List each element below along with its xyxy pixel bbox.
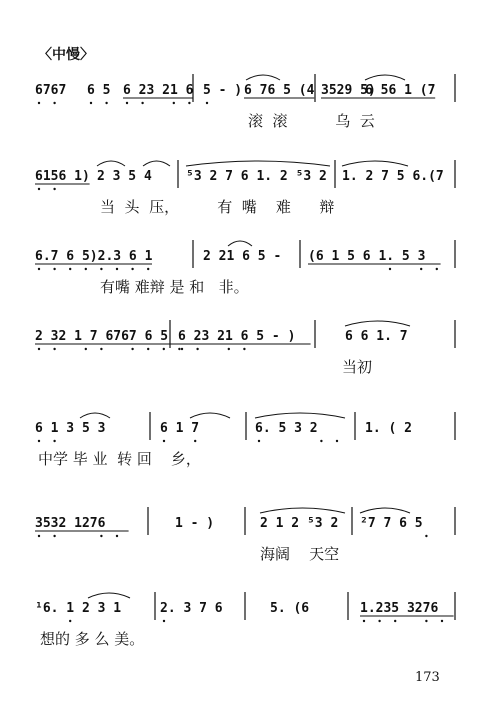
octave-dot (147, 268, 149, 270)
octave-dot (131, 268, 133, 270)
notation-line (0, 158, 490, 198)
lyrics-line: 当 头 压， 有 嘴 难 辩 (100, 198, 335, 216)
tempo-marking: 〈中慢〉 (38, 47, 94, 63)
octave-dot (196, 348, 198, 350)
note-group: 3529 5) (321, 83, 376, 98)
octave-dot (147, 348, 149, 350)
slur-arc (80, 413, 110, 418)
lyrics-line: 海阔 天空 (260, 545, 340, 563)
slur-arc (365, 75, 405, 80)
note-group: (6 1 5 6 1. 5 3 (308, 249, 426, 264)
octave-dot (394, 620, 396, 622)
note-group: 6 5 (87, 83, 111, 98)
octave-dot (85, 348, 87, 350)
octave-dot (441, 620, 443, 622)
octave-dot (100, 535, 102, 537)
note-group: 1. ( 2 (365, 421, 412, 436)
slur-arc (255, 413, 345, 418)
octave-dot (38, 102, 40, 104)
octave-dot (163, 620, 165, 622)
octave-dot (53, 440, 55, 442)
note-group: 6. 5 3 2 (255, 421, 318, 436)
octave-dot (378, 620, 380, 622)
notation-line (0, 505, 490, 545)
notation-line (0, 590, 490, 630)
octave-dot (425, 535, 427, 537)
note-group: 6 76 5 (4 (244, 83, 315, 98)
lyrics-line: 滚 滚 乌 云 (248, 112, 375, 130)
octave-dot (420, 268, 422, 270)
slur-arc (88, 593, 130, 598)
slur-arc (186, 161, 330, 166)
octave-dot (425, 620, 427, 622)
slur-arc (345, 321, 410, 326)
octave-dot (336, 440, 338, 442)
note-group: 2 21 6 5 - (203, 249, 282, 264)
note-group: 6 23 21 6 (123, 83, 194, 98)
lyrics-line: 有嘴 难辩 是 和 非。 (100, 278, 249, 296)
note-group: ²7 7 6 5 (360, 516, 423, 531)
octave-dot (53, 535, 55, 537)
octave-dot (206, 102, 208, 104)
octave-dot (188, 102, 190, 104)
octave-dot (38, 535, 40, 537)
note-group: 6 56 1 (7 (365, 83, 436, 98)
slur-arc (246, 75, 280, 80)
note-group: 6.7 6 5)2.3 6 1 (35, 249, 153, 264)
octave-dot (163, 440, 165, 442)
note-group: 2. 3 7 6 (160, 601, 223, 616)
octave-dot (363, 620, 365, 622)
note-group: 6 6 1. 7 (345, 329, 408, 344)
slur-arc (190, 413, 230, 418)
lyrics-line: 当初 (342, 358, 373, 376)
octave-dot (38, 348, 40, 350)
octave-dot (69, 268, 71, 270)
note-group: 6156 1) (35, 169, 90, 184)
octave-dot (194, 440, 196, 442)
octave-dot (100, 348, 102, 350)
note-group: 2 1 2 ⁵3 2 (260, 516, 339, 531)
notation-line (0, 72, 490, 112)
note-group: 5 - ) (203, 83, 243, 98)
octave-dot (90, 102, 92, 104)
slur-arc (342, 161, 408, 166)
octave-dot (38, 440, 40, 442)
octave-dot (131, 348, 133, 350)
octave-dot (100, 268, 102, 270)
octave-dot (116, 268, 118, 270)
page-number: 173 (415, 670, 440, 685)
notation-line (0, 318, 490, 358)
note-group: 1. 2 7 5 6.(7 (342, 169, 444, 184)
octave-dot (53, 348, 55, 350)
lyrics-line: 想的 多 么 美。 (40, 630, 145, 648)
note-group: 1.235 3276 (360, 601, 439, 616)
octave-dot (258, 440, 260, 442)
slur-arc (360, 508, 410, 513)
octave-dot (53, 102, 55, 104)
octave-dot (85, 268, 87, 270)
octave-dot (53, 268, 55, 270)
note-group: 6 1 7 (160, 421, 200, 436)
note-group: 3532 1276 (35, 516, 106, 531)
octave-dot (126, 102, 128, 104)
slur-arc (97, 161, 125, 166)
note-group: 5. (6 (270, 601, 310, 616)
slur-arc (143, 161, 170, 166)
notation-line (0, 410, 490, 450)
octave-dot (320, 440, 322, 442)
octave-dot (243, 348, 245, 350)
slur-arc (260, 508, 345, 513)
octave-dot (38, 268, 40, 270)
octave-dot (69, 620, 71, 622)
octave-dot (141, 102, 143, 104)
octave-dot (105, 102, 107, 104)
note-group: 1 - ) (175, 516, 215, 531)
note-group: 6 1 3 5 3 (35, 421, 106, 436)
note-group: 2 3 5 4 (97, 169, 152, 184)
octave-dot (163, 348, 165, 350)
octave-dot (228, 348, 230, 350)
notation-line (0, 238, 490, 278)
note-group: 6767 (35, 83, 67, 98)
octave-dot (389, 268, 391, 270)
octave-dot (178, 348, 180, 350)
octave-dot (38, 188, 40, 190)
octave-dot (173, 102, 175, 104)
octave-dot (116, 535, 118, 537)
octave-dot (53, 188, 55, 190)
octave-dot (436, 268, 438, 270)
note-group: 6 23 21 6 5 - ) (178, 329, 296, 344)
note-group: ⁵3 2 7 6 1. 2 ⁵3 2 (186, 169, 327, 184)
octave-dot (181, 348, 183, 350)
note-group: ¹6. 1 2 3 1 (35, 601, 122, 616)
slur-arc (228, 241, 252, 246)
lyrics-line: 中学 毕 业 转 回 乡， (38, 450, 201, 468)
note-group: 2 32 1 7 6767 6 5 (35, 329, 169, 344)
